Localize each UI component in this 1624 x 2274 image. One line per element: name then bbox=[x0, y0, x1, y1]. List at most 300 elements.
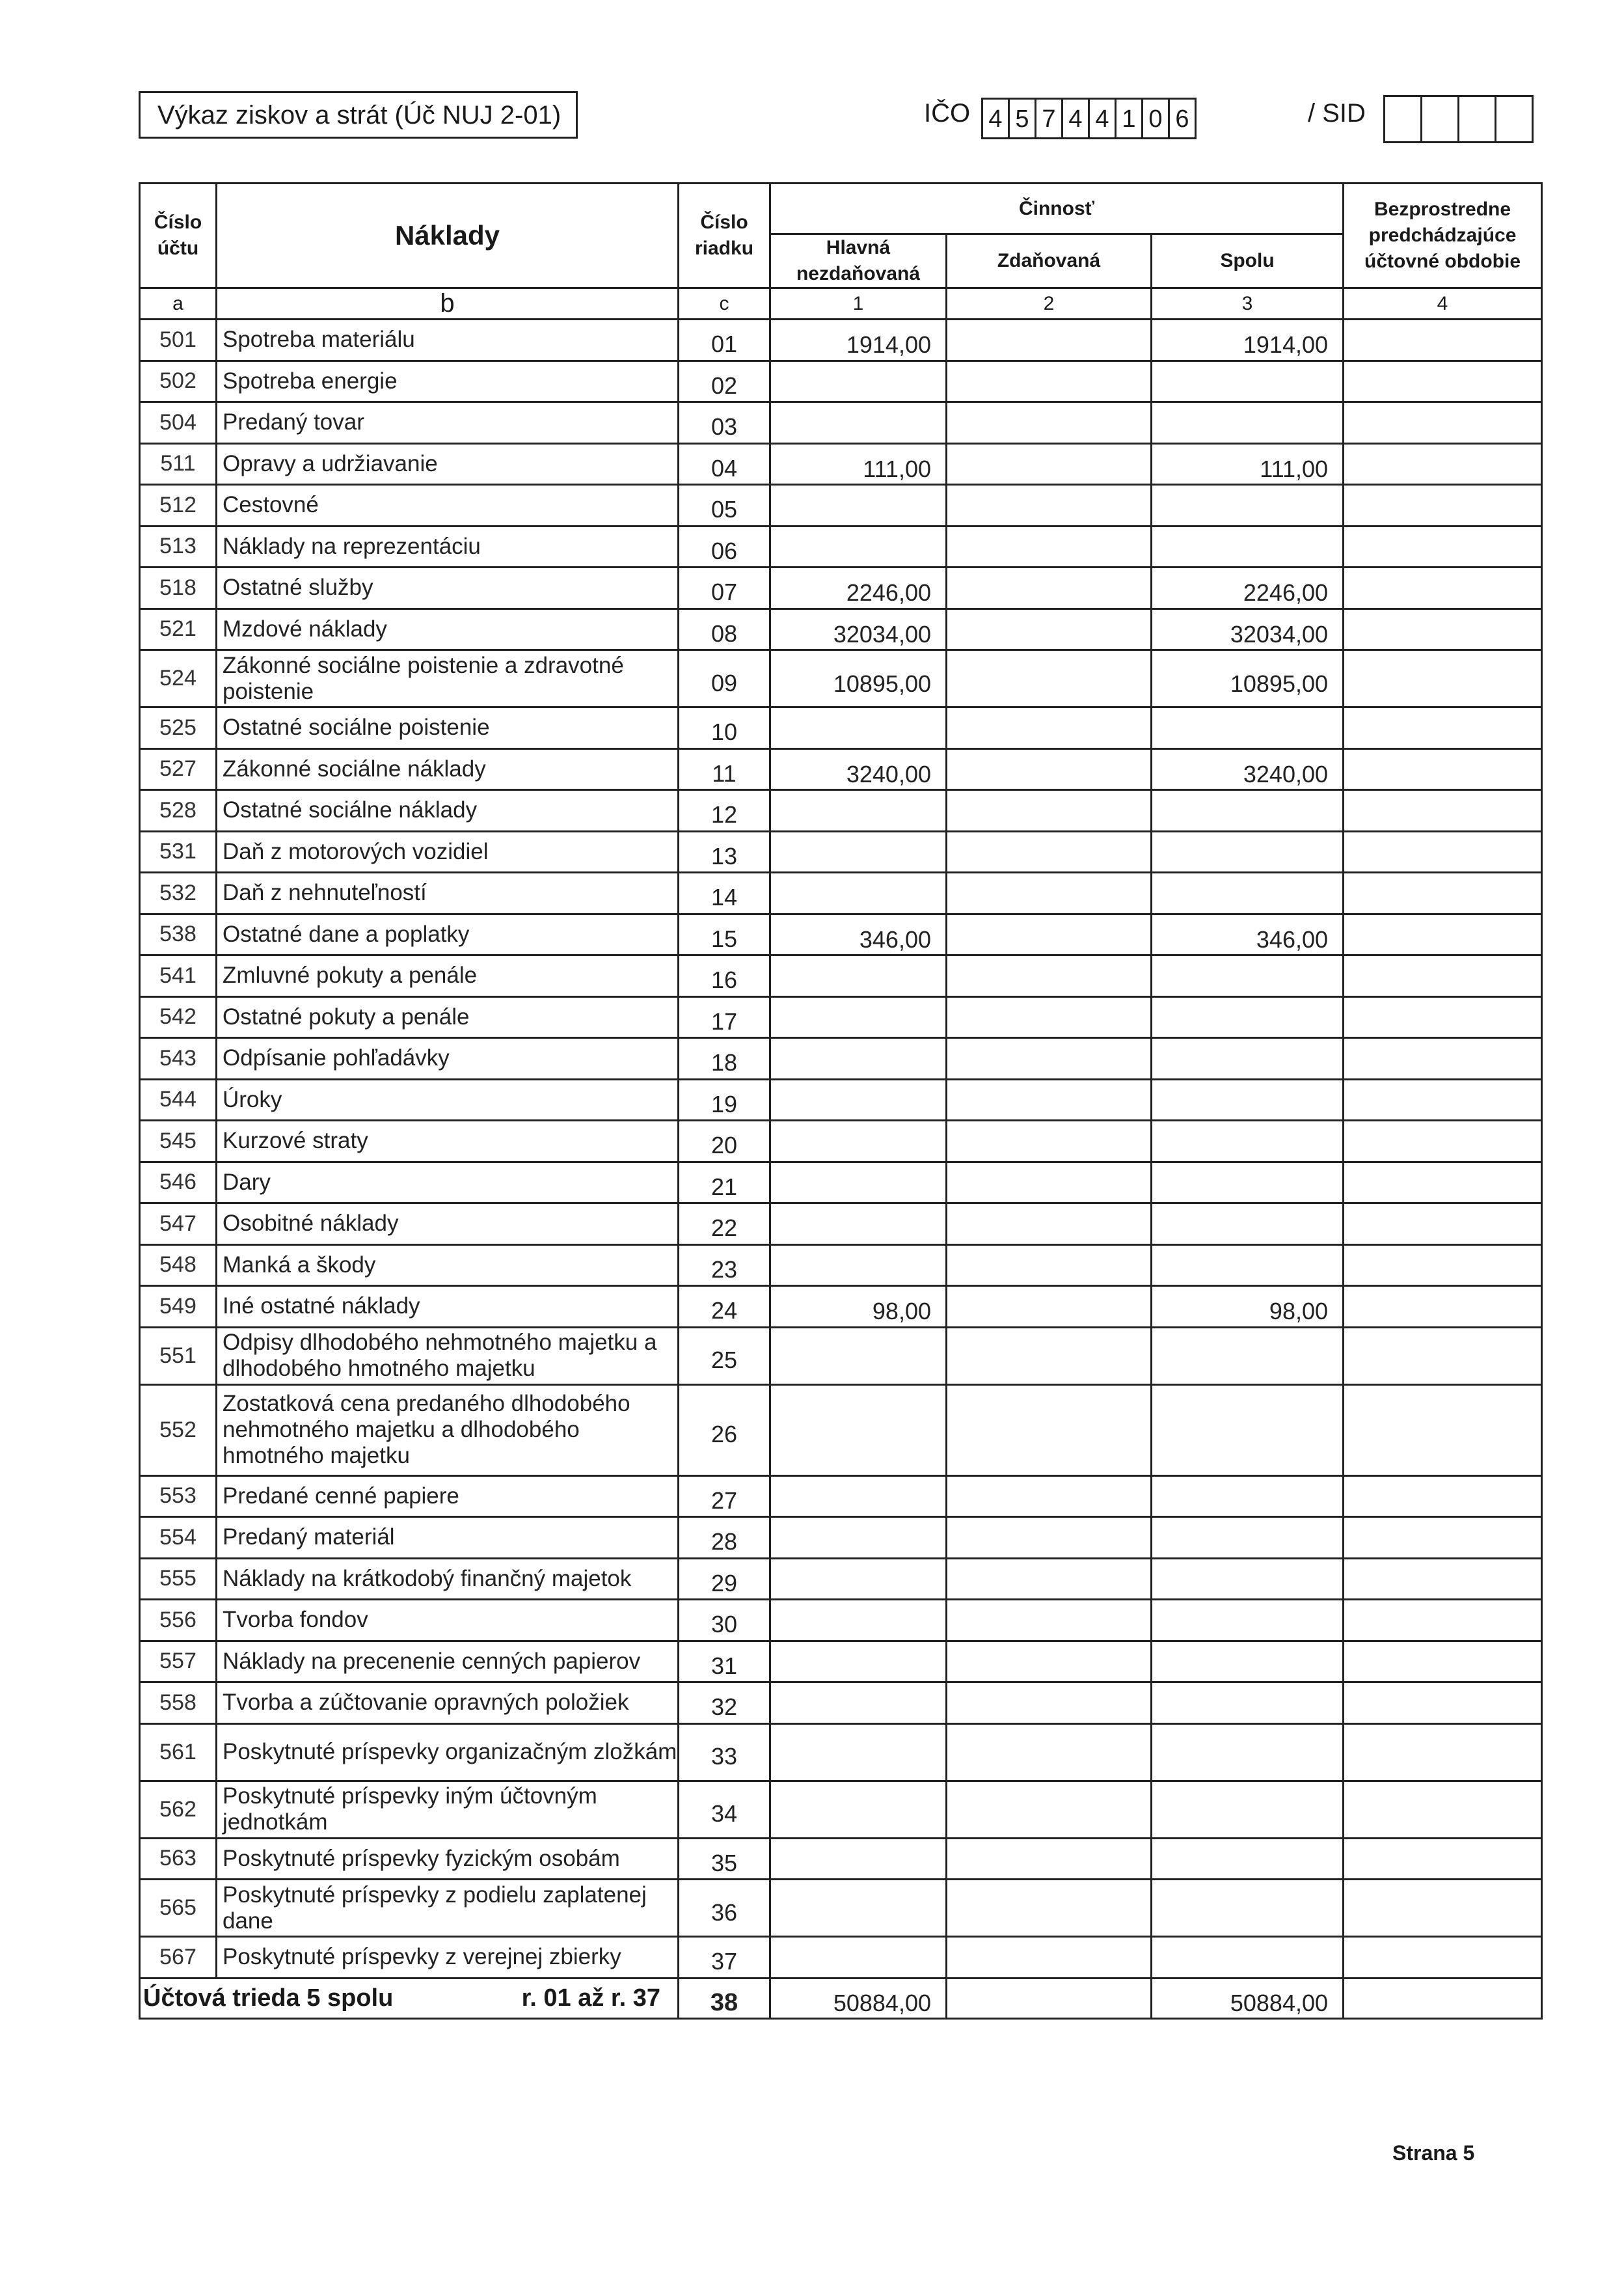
row-description: Poskytnuté príspevky organizačným zložkám bbox=[217, 1723, 679, 1781]
value-taxed bbox=[947, 1723, 1152, 1781]
row-number: 09 bbox=[679, 650, 770, 707]
value-main-untaxed bbox=[770, 1880, 947, 1937]
account-number: 527 bbox=[140, 748, 217, 790]
table-row bbox=[140, 485, 1542, 527]
row-number: 19 bbox=[679, 1079, 770, 1121]
total-row-number: 38 bbox=[679, 1978, 770, 2018]
value-taxed bbox=[947, 1517, 1152, 1559]
table-row bbox=[140, 1781, 1542, 1838]
header-taxed: Zdaňovaná bbox=[947, 234, 1152, 288]
value-total bbox=[1152, 1162, 1344, 1203]
row-description: Daň z nehnuteľností bbox=[217, 873, 679, 914]
account-number: 511 bbox=[140, 443, 217, 485]
row-description: Manká a škody bbox=[217, 1244, 679, 1286]
value-main-untaxed bbox=[770, 1517, 947, 1559]
value-total bbox=[1152, 1641, 1344, 1682]
value-total bbox=[1152, 402, 1344, 444]
table-row bbox=[140, 914, 1542, 955]
ico-digit: 4 bbox=[1088, 98, 1116, 139]
value-main-untaxed bbox=[770, 790, 947, 832]
value-total bbox=[1152, 1384, 1344, 1475]
value-main-untaxed bbox=[770, 1327, 947, 1384]
value-main-untaxed bbox=[770, 1162, 947, 1203]
value-previous bbox=[1344, 1327, 1542, 1384]
row-number: 08 bbox=[679, 609, 770, 650]
value-taxed bbox=[947, 1641, 1152, 1682]
value-previous bbox=[1344, 1517, 1542, 1559]
value-previous bbox=[1344, 748, 1542, 790]
value-total bbox=[1152, 955, 1344, 997]
row-number: 37 bbox=[679, 1937, 770, 1979]
column-id: c bbox=[679, 288, 770, 320]
value-total bbox=[1152, 361, 1344, 402]
value-taxed bbox=[947, 568, 1152, 609]
table-row bbox=[140, 1162, 1542, 1203]
account-number: 558 bbox=[140, 1682, 217, 1724]
value-previous bbox=[1344, 1781, 1542, 1838]
total-range: r. 01 až r. 37 bbox=[521, 1984, 660, 2012]
row-number: 07 bbox=[679, 568, 770, 609]
row-number: 06 bbox=[679, 526, 770, 568]
value-taxed bbox=[947, 748, 1152, 790]
value-main-untaxed: 1914,00 bbox=[770, 320, 947, 361]
row-number: 25 bbox=[679, 1327, 770, 1384]
header-costs: Náklady bbox=[217, 184, 679, 288]
row-number: 16 bbox=[679, 955, 770, 997]
value-total bbox=[1152, 1723, 1344, 1781]
row-description: Zostatková cena predaného dlhodobého nehmotného majetku a dlhodobého hmotného majetku bbox=[217, 1384, 679, 1475]
account-number: 551 bbox=[140, 1327, 217, 1384]
account-number: 513 bbox=[140, 526, 217, 568]
row-number: 02 bbox=[679, 361, 770, 402]
row-description: Ostatné dane a poplatky bbox=[217, 914, 679, 955]
row-number: 36 bbox=[679, 1880, 770, 1937]
value-taxed bbox=[947, 1838, 1152, 1880]
row-description: Ostatné sociálne poistenie bbox=[217, 707, 679, 749]
value-previous bbox=[1344, 1038, 1542, 1080]
value-main-untaxed bbox=[770, 1475, 947, 1517]
sid-box bbox=[1457, 95, 1496, 143]
row-description: Náklady na reprezentáciu bbox=[217, 526, 679, 568]
value-taxed bbox=[947, 790, 1152, 832]
account-number: 518 bbox=[140, 568, 217, 609]
total-taxed bbox=[947, 1978, 1152, 2018]
value-main-untaxed bbox=[770, 1723, 947, 1781]
row-number: 28 bbox=[679, 1517, 770, 1559]
table-row bbox=[140, 1723, 1542, 1781]
value-previous bbox=[1344, 1384, 1542, 1475]
row-description: Predané cenné papiere bbox=[217, 1475, 679, 1517]
row-number: 12 bbox=[679, 790, 770, 832]
value-main-untaxed bbox=[770, 1937, 947, 1979]
value-taxed bbox=[947, 873, 1152, 914]
value-total: 10895,00 bbox=[1152, 650, 1344, 707]
value-main-untaxed bbox=[770, 1682, 947, 1724]
value-total: 32034,00 bbox=[1152, 609, 1344, 650]
table-row bbox=[140, 831, 1542, 873]
total-previous bbox=[1344, 1978, 1542, 2018]
account-number: 567 bbox=[140, 1937, 217, 1979]
value-previous bbox=[1344, 402, 1542, 444]
row-description: Iné ostatné náklady bbox=[217, 1286, 679, 1328]
row-number: 32 bbox=[679, 1682, 770, 1724]
table-row bbox=[140, 526, 1542, 568]
ico-digit: 7 bbox=[1035, 98, 1063, 139]
row-number: 35 bbox=[679, 1838, 770, 1880]
value-taxed bbox=[947, 707, 1152, 749]
table-row bbox=[140, 1880, 1542, 1937]
rows-body bbox=[140, 320, 1542, 1979]
table-row bbox=[140, 1475, 1542, 1517]
value-taxed bbox=[947, 914, 1152, 955]
value-taxed bbox=[947, 1781, 1152, 1838]
value-main-untaxed bbox=[770, 955, 947, 997]
account-number: 528 bbox=[140, 790, 217, 832]
row-number: 17 bbox=[679, 996, 770, 1038]
page-number: Strana 5 bbox=[1392, 2141, 1475, 2165]
ico-digit: 4 bbox=[1061, 98, 1090, 139]
row-description: Ostatné sociálne náklady bbox=[217, 790, 679, 832]
value-main-untaxed bbox=[770, 1600, 947, 1641]
value-previous bbox=[1344, 1286, 1542, 1328]
value-total bbox=[1152, 1600, 1344, 1641]
value-previous bbox=[1344, 1079, 1542, 1121]
row-number: 04 bbox=[679, 443, 770, 485]
value-total bbox=[1152, 873, 1344, 914]
table-row bbox=[140, 1838, 1542, 1880]
value-total bbox=[1152, 1121, 1344, 1162]
value-total bbox=[1152, 1203, 1344, 1245]
row-description: Ostatné služby bbox=[217, 568, 679, 609]
sid-box bbox=[1383, 95, 1422, 143]
value-main-untaxed bbox=[770, 1384, 947, 1475]
account-number: 544 bbox=[140, 1079, 217, 1121]
value-total bbox=[1152, 1038, 1344, 1080]
row-number: 24 bbox=[679, 1286, 770, 1328]
row-number: 03 bbox=[679, 402, 770, 444]
total-row bbox=[140, 1978, 1542, 2018]
sid-boxes bbox=[1383, 95, 1534, 143]
value-taxed bbox=[947, 955, 1152, 997]
value-previous bbox=[1344, 790, 1542, 832]
value-total bbox=[1152, 1880, 1344, 1937]
row-number: 27 bbox=[679, 1475, 770, 1517]
row-description: Predaný tovar bbox=[217, 402, 679, 444]
value-taxed bbox=[947, 443, 1152, 485]
value-main-untaxed bbox=[770, 526, 947, 568]
account-number: 549 bbox=[140, 1286, 217, 1328]
value-main-untaxed bbox=[770, 873, 947, 914]
value-previous bbox=[1344, 831, 1542, 873]
table-row bbox=[140, 568, 1542, 609]
value-taxed bbox=[947, 361, 1152, 402]
value-taxed bbox=[947, 1286, 1152, 1328]
value-main-untaxed bbox=[770, 1121, 947, 1162]
row-description: Spotreba energie bbox=[217, 361, 679, 402]
ico-digit-boxes bbox=[981, 98, 1197, 139]
account-number: 548 bbox=[140, 1244, 217, 1286]
value-total: 2246,00 bbox=[1152, 568, 1344, 609]
value-taxed bbox=[947, 320, 1152, 361]
value-taxed bbox=[947, 1384, 1152, 1475]
value-previous bbox=[1344, 1558, 1542, 1600]
value-taxed bbox=[947, 1880, 1152, 1937]
account-number: 543 bbox=[140, 1038, 217, 1080]
account-number: 553 bbox=[140, 1475, 217, 1517]
table-row bbox=[140, 955, 1542, 997]
value-main-untaxed bbox=[770, 1203, 947, 1245]
row-number: 11 bbox=[679, 748, 770, 790]
value-total: 3240,00 bbox=[1152, 748, 1344, 790]
value-previous bbox=[1344, 996, 1542, 1038]
value-previous bbox=[1344, 1121, 1542, 1162]
account-number: 545 bbox=[140, 1121, 217, 1162]
value-total bbox=[1152, 1937, 1344, 1979]
row-number: 13 bbox=[679, 831, 770, 873]
value-previous bbox=[1344, 873, 1542, 914]
value-main-untaxed bbox=[770, 402, 947, 444]
table-row bbox=[140, 1203, 1542, 1245]
row-description: Zákonné sociálne náklady bbox=[217, 748, 679, 790]
column-id: 2 bbox=[947, 288, 1152, 320]
account-number: 554 bbox=[140, 1517, 217, 1559]
value-main-untaxed bbox=[770, 1079, 947, 1121]
account-number: 542 bbox=[140, 996, 217, 1038]
column-id: b bbox=[217, 288, 679, 320]
account-number: 555 bbox=[140, 1558, 217, 1600]
value-taxed bbox=[947, 1558, 1152, 1600]
value-previous bbox=[1344, 1162, 1542, 1203]
row-description: Predaný materiál bbox=[217, 1517, 679, 1559]
account-number: 525 bbox=[140, 707, 217, 749]
value-total bbox=[1152, 485, 1344, 527]
value-total bbox=[1152, 526, 1344, 568]
column-id: a bbox=[140, 288, 217, 320]
value-main-untaxed bbox=[770, 1781, 947, 1838]
account-number: 556 bbox=[140, 1600, 217, 1641]
account-number: 541 bbox=[140, 955, 217, 997]
value-total bbox=[1152, 1558, 1344, 1600]
account-number: 538 bbox=[140, 914, 217, 955]
value-previous bbox=[1344, 526, 1542, 568]
value-previous bbox=[1344, 443, 1542, 485]
row-number: 30 bbox=[679, 1600, 770, 1641]
account-number: 565 bbox=[140, 1880, 217, 1937]
header-total: Spolu bbox=[1152, 234, 1344, 288]
value-taxed bbox=[947, 609, 1152, 650]
value-previous bbox=[1344, 361, 1542, 402]
value-main-untaxed: 32034,00 bbox=[770, 609, 947, 650]
value-taxed bbox=[947, 996, 1152, 1038]
account-number: 561 bbox=[140, 1723, 217, 1781]
table-row bbox=[140, 443, 1542, 485]
value-main-untaxed bbox=[770, 1641, 947, 1682]
header-main-untaxed: Hlavná nezdaňovaná bbox=[770, 234, 947, 288]
value-main-untaxed: 10895,00 bbox=[770, 650, 947, 707]
table-row bbox=[140, 609, 1542, 650]
ico-digit: 0 bbox=[1141, 98, 1170, 139]
form-title: Výkaz ziskov a strát (Úč NUJ 2-01) bbox=[139, 91, 578, 139]
table-row bbox=[140, 790, 1542, 832]
value-taxed bbox=[947, 1162, 1152, 1203]
costs-table bbox=[139, 182, 1543, 2020]
value-taxed bbox=[947, 1682, 1152, 1724]
header-activity: Činnosť bbox=[770, 184, 1344, 234]
value-previous bbox=[1344, 914, 1542, 955]
table-row bbox=[140, 1600, 1542, 1641]
row-description: Úroky bbox=[217, 1079, 679, 1121]
value-previous bbox=[1344, 568, 1542, 609]
row-description: Zmluvné pokuty a penále bbox=[217, 955, 679, 997]
row-description: Tvorba a zúčtovanie opravných položiek bbox=[217, 1682, 679, 1724]
row-description: Osobitné náklady bbox=[217, 1203, 679, 1245]
row-description: Poskytnuté príspevky fyzickým osobám bbox=[217, 1838, 679, 1880]
account-number: 552 bbox=[140, 1384, 217, 1475]
table-row bbox=[140, 320, 1542, 361]
value-main-untaxed bbox=[770, 1244, 947, 1286]
account-number: 501 bbox=[140, 320, 217, 361]
account-number: 512 bbox=[140, 485, 217, 527]
value-main-untaxed bbox=[770, 361, 947, 402]
row-number: 22 bbox=[679, 1203, 770, 1245]
value-taxed bbox=[947, 526, 1152, 568]
value-taxed bbox=[947, 1937, 1152, 1979]
ico-digit: 1 bbox=[1115, 98, 1143, 139]
value-taxed bbox=[947, 1038, 1152, 1080]
value-total bbox=[1152, 1838, 1344, 1880]
row-number: 15 bbox=[679, 914, 770, 955]
value-total: 346,00 bbox=[1152, 914, 1344, 955]
row-number: 20 bbox=[679, 1121, 770, 1162]
sid-box bbox=[1420, 95, 1459, 143]
table-row bbox=[140, 1079, 1542, 1121]
value-taxed bbox=[947, 485, 1152, 527]
value-main-untaxed bbox=[770, 1558, 947, 1600]
account-number: 531 bbox=[140, 831, 217, 873]
value-previous bbox=[1344, 707, 1542, 749]
row-number: 23 bbox=[679, 1244, 770, 1286]
table-row bbox=[140, 1244, 1542, 1286]
value-previous bbox=[1344, 1723, 1542, 1781]
account-number: 546 bbox=[140, 1162, 217, 1203]
value-previous bbox=[1344, 1937, 1542, 1979]
value-main-untaxed: 3240,00 bbox=[770, 748, 947, 790]
value-total bbox=[1152, 1079, 1344, 1121]
value-previous bbox=[1344, 1641, 1542, 1682]
account-number: 532 bbox=[140, 873, 217, 914]
table-row bbox=[140, 1038, 1542, 1080]
value-previous bbox=[1344, 650, 1542, 707]
value-total bbox=[1152, 1682, 1344, 1724]
row-number: 31 bbox=[679, 1641, 770, 1682]
value-taxed bbox=[947, 1203, 1152, 1245]
value-previous bbox=[1344, 1838, 1542, 1880]
value-main-untaxed bbox=[770, 1838, 947, 1880]
table-row bbox=[140, 1327, 1542, 1384]
value-total bbox=[1152, 1244, 1344, 1286]
value-total: 98,00 bbox=[1152, 1286, 1344, 1328]
table-row bbox=[140, 1641, 1542, 1682]
table-row bbox=[140, 873, 1542, 914]
table-row bbox=[140, 402, 1542, 444]
row-description: Tvorba fondov bbox=[217, 1600, 679, 1641]
row-description: Náklady na precenenie cenných papierov bbox=[217, 1641, 679, 1682]
column-id: 4 bbox=[1344, 288, 1542, 320]
value-previous bbox=[1344, 1475, 1542, 1517]
table-row bbox=[140, 1517, 1542, 1559]
value-main-untaxed: 2246,00 bbox=[770, 568, 947, 609]
total-main-untaxed: 50884,00 bbox=[770, 1978, 947, 2018]
table-row bbox=[140, 707, 1542, 749]
value-previous bbox=[1344, 1203, 1542, 1245]
row-number: 01 bbox=[679, 320, 770, 361]
account-number: 563 bbox=[140, 1838, 217, 1880]
value-taxed bbox=[947, 1121, 1152, 1162]
header-account: Číslo účtu bbox=[140, 184, 217, 288]
row-number: 26 bbox=[679, 1384, 770, 1475]
value-previous bbox=[1344, 485, 1542, 527]
value-main-untaxed bbox=[770, 1038, 947, 1080]
value-taxed bbox=[947, 1600, 1152, 1641]
value-total bbox=[1152, 1781, 1344, 1838]
value-main-untaxed bbox=[770, 831, 947, 873]
ico-digit: 6 bbox=[1168, 98, 1197, 139]
sid-label: / SID bbox=[1308, 99, 1366, 128]
value-previous bbox=[1344, 1600, 1542, 1641]
row-number: 29 bbox=[679, 1558, 770, 1600]
value-previous bbox=[1344, 1244, 1542, 1286]
total-total: 50884,00 bbox=[1152, 1978, 1344, 2018]
table-row bbox=[140, 1121, 1542, 1162]
account-number: 504 bbox=[140, 402, 217, 444]
table-row bbox=[140, 1937, 1542, 1979]
value-main-untaxed bbox=[770, 707, 947, 749]
row-description: Mzdové náklady bbox=[217, 609, 679, 650]
value-total: 1914,00 bbox=[1152, 320, 1344, 361]
value-main-untaxed: 346,00 bbox=[770, 914, 947, 955]
value-taxed bbox=[947, 1079, 1152, 1121]
row-description: Dary bbox=[217, 1162, 679, 1203]
row-number: 05 bbox=[679, 485, 770, 527]
ico-digit: 5 bbox=[1008, 98, 1036, 139]
account-number: 557 bbox=[140, 1641, 217, 1682]
account-number: 521 bbox=[140, 609, 217, 650]
table-row bbox=[140, 1682, 1542, 1724]
value-previous bbox=[1344, 320, 1542, 361]
row-description: Poskytnuté príspevky z verejnej zbierky bbox=[217, 1937, 679, 1979]
value-main-untaxed bbox=[770, 485, 947, 527]
row-number: 10 bbox=[679, 707, 770, 749]
account-number: 502 bbox=[140, 361, 217, 402]
sid-box bbox=[1495, 95, 1534, 143]
value-main-untaxed: 98,00 bbox=[770, 1286, 947, 1328]
row-description: Náklady na krátkodobý finančný majetok bbox=[217, 1558, 679, 1600]
header-previous-period: Bezprostredne predchádzajúce účtovné obdobie bbox=[1344, 184, 1542, 288]
table-row bbox=[140, 650, 1542, 707]
value-previous bbox=[1344, 955, 1542, 997]
value-previous bbox=[1344, 609, 1542, 650]
table-row bbox=[140, 996, 1542, 1038]
value-taxed bbox=[947, 1475, 1152, 1517]
value-total bbox=[1152, 831, 1344, 873]
value-total: 111,00 bbox=[1152, 443, 1344, 485]
row-number: 14 bbox=[679, 873, 770, 914]
value-previous bbox=[1344, 1880, 1542, 1937]
value-main-untaxed bbox=[770, 996, 947, 1038]
value-total bbox=[1152, 790, 1344, 832]
value-taxed bbox=[947, 1327, 1152, 1384]
row-description: Poskytnuté príspevky iným účtovným jednotkám bbox=[217, 1781, 679, 1838]
